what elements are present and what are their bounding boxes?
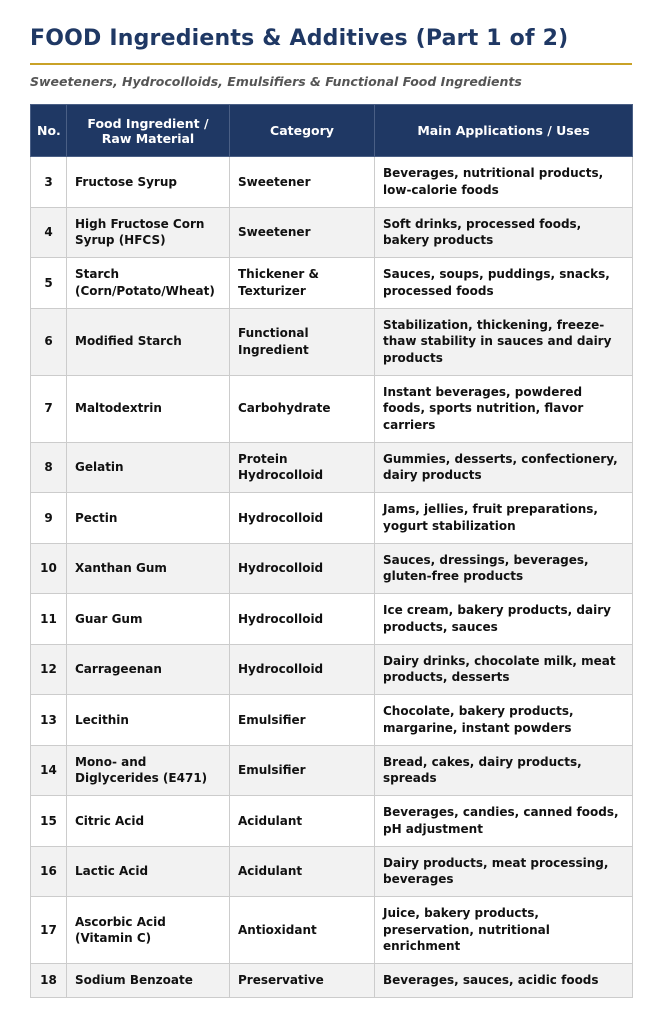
cell-no: 5 [31, 258, 67, 309]
table-header [31, 105, 633, 157]
table-row [31, 375, 633, 442]
header-ingredient-line1: Food Ingredient / [87, 115, 209, 131]
table-row [31, 846, 633, 897]
cell-category: Carbohydrate [230, 375, 375, 442]
table-row [31, 493, 633, 544]
cell-category: Antioxidant [230, 897, 375, 964]
cell-ingredient: Guar Gum [67, 594, 230, 645]
cell-no: 4 [31, 207, 67, 258]
cell-no: 10 [31, 543, 67, 594]
cell-applications: Beverages, sauces, acidic foods [375, 964, 633, 998]
cell-applications: Bread, cakes, dairy products, spreads [375, 745, 633, 796]
cell-applications: Jams, jellies, fruit preparations, yogurt stabilization [375, 493, 633, 544]
page-subtitle: Sweeteners, Hydrocolloids, Emulsifiers & Functional Food Ingredients [30, 74, 522, 89]
cell-ingredient: Citric Acid [67, 796, 230, 847]
cell-ingredient: Carrageenan [67, 644, 230, 695]
cell-category: Acidulant [230, 846, 375, 897]
cell-no: 8 [31, 442, 67, 493]
cell-applications: Dairy drinks, chocolate milk, meat products, desserts [375, 644, 633, 695]
cell-category: Hydrocolloid [230, 543, 375, 594]
cell-no: 12 [31, 644, 67, 695]
cell-no: 14 [31, 745, 67, 796]
cell-applications: Beverages, nutritional products, low-calorie foods [375, 157, 633, 208]
cell-ingredient: Sodium Benzoate [67, 964, 230, 998]
cell-category: Acidulant [230, 796, 375, 847]
cell-category: Protein Hydrocolloid [230, 442, 375, 493]
table-row [31, 258, 633, 309]
cell-applications: Stabilization, thickening, freeze-thaw stability in sauces and dairy products [375, 308, 633, 375]
cell-ingredient: Lecithin [67, 695, 230, 746]
cell-no: 11 [31, 594, 67, 645]
table-row [31, 796, 633, 847]
table-row [31, 207, 633, 258]
cell-no: 7 [31, 375, 67, 442]
cell-no: 17 [31, 897, 67, 964]
cell-applications: Juice, bakery products, preservation, nutritional enrichment [375, 897, 633, 964]
header-category: Category [230, 105, 375, 157]
cell-category: Thickener & Texturizer [230, 258, 375, 309]
cell-applications: Instant beverages, powdered foods, sports nutrition, flavor carriers [375, 375, 633, 442]
cell-category: Sweetener [230, 157, 375, 208]
cell-no: 6 [31, 308, 67, 375]
cell-category: Sweetener [230, 207, 375, 258]
header-no: No. [31, 105, 67, 157]
table-row [31, 442, 633, 493]
table-row [31, 964, 633, 998]
cell-category: Hydrocolloid [230, 644, 375, 695]
cell-category: Emulsifier [230, 695, 375, 746]
header-ingredient [67, 105, 230, 157]
cell-ingredient: High Fructose Corn Syrup (HFCS) [67, 207, 230, 258]
cell-no: 9 [31, 493, 67, 544]
cell-ingredient: Modified Starch [67, 308, 230, 375]
table-row [31, 897, 633, 964]
cell-no: 16 [31, 846, 67, 897]
cell-applications: Dairy products, meat processing, beverages [375, 846, 633, 897]
cell-ingredient: Lactic Acid [67, 846, 230, 897]
cell-no: 3 [31, 157, 67, 208]
cell-ingredient: Pectin [67, 493, 230, 544]
cell-no: 18 [31, 964, 67, 998]
cell-applications: Chocolate, bakery products, margarine, instant powders [375, 695, 633, 746]
ingredients-table [30, 104, 633, 998]
cell-applications: Sauces, soups, puddings, snacks, processed foods [375, 258, 633, 309]
cell-category: Emulsifier [230, 745, 375, 796]
cell-applications: Ice cream, bakery products, dairy products, sauces [375, 594, 633, 645]
cell-no: 15 [31, 796, 67, 847]
cell-applications: Beverages, candies, canned foods, pH adjustment [375, 796, 633, 847]
cell-no: 13 [31, 695, 67, 746]
cell-applications: Sauces, dressings, beverages, gluten-free products [375, 543, 633, 594]
table-row [31, 308, 633, 375]
table-body [31, 157, 633, 998]
cell-category: Hydrocolloid [230, 594, 375, 645]
table-row [31, 594, 633, 645]
header-applications: Main Applications / Uses [375, 105, 633, 157]
header-ingredient-line2: Raw Material [101, 130, 195, 146]
table-row [31, 543, 633, 594]
cell-ingredient: Mono- and Diglycerides (E471) [67, 745, 230, 796]
cell-ingredient: Starch (Corn/Potato/Wheat) [67, 258, 230, 309]
cell-category: Preservative [230, 964, 375, 998]
cell-ingredient: Maltodextrin [67, 375, 230, 442]
cell-applications: Soft drinks, processed foods, bakery products [375, 207, 633, 258]
cell-category: Functional Ingredient [230, 308, 375, 375]
table-row [31, 157, 633, 208]
table-row [31, 644, 633, 695]
cell-applications: Gummies, desserts, confectionery, dairy products [375, 442, 633, 493]
cell-ingredient: Fructose Syrup [67, 157, 230, 208]
page-title: FOOD Ingredients & Additives (Part 1 of 2) [30, 26, 569, 51]
table-row [31, 695, 633, 746]
cell-ingredient: Ascorbic Acid (Vitamin C) [67, 897, 230, 964]
cell-ingredient: Gelatin [67, 442, 230, 493]
table-row [31, 745, 633, 796]
cell-ingredient: Xanthan Gum [67, 543, 230, 594]
cell-category: Hydrocolloid [230, 493, 375, 544]
title-divider [30, 63, 632, 65]
